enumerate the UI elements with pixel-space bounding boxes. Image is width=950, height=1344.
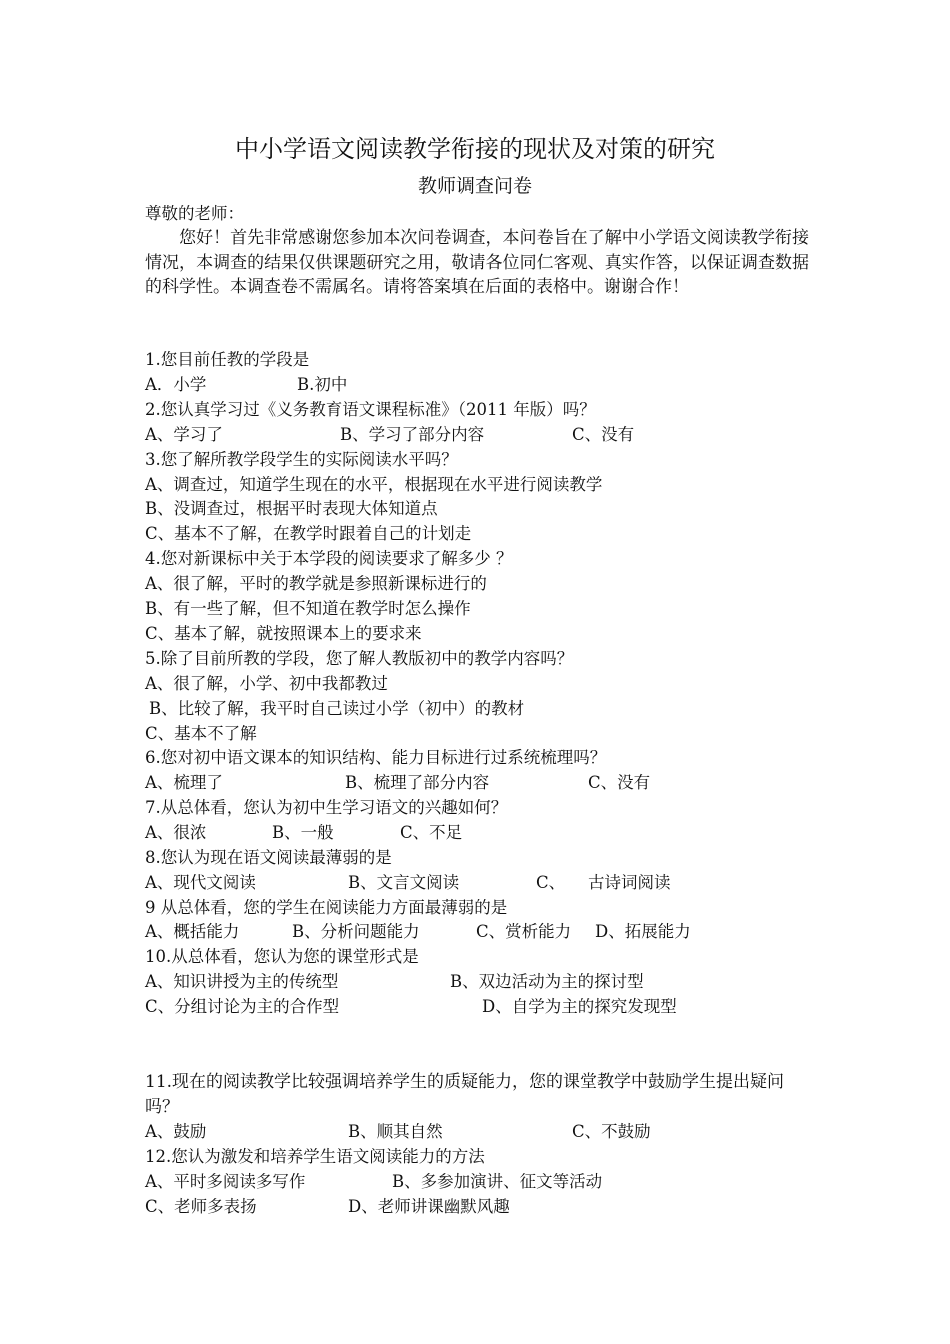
option-b: B、文言文阅读 [348,873,460,892]
option-b: B、多参加演讲、征文等活动 [392,1172,603,1191]
question-7-options [0,821,950,845]
question-10-options-row1 [0,970,950,994]
salutation: 尊敬的老师： [145,204,244,223]
option-c: C、老师多表扬 [145,1197,257,1216]
option-b: B、学习了部分内容 [340,425,485,444]
option-d: D、老师讲课幽默风趣 [348,1197,510,1216]
question-6: 6.您对初中语文课本的知识结构、能力目标进行过系统梳理吗？ [145,748,607,767]
option-a: A．小学 [145,375,207,394]
question-5: 5.除了目前所教的学段，您了解人教版初中的教学内容吗？ [145,649,574,668]
option-b: B.初中 [297,375,348,394]
option-c: C、不鼓励 [572,1122,651,1141]
question-4-option-a: A、很了解，平时的教学就是参照新课标进行的 [145,574,487,593]
question-3-option-c: C、基本不了解，在教学时跟着自己的计划走 [145,524,472,543]
question-5-option-b: B、比较了解，我平时自己读过小学（初中）的教材 [149,699,525,718]
option-b: B、双边活动为主的探讨型 [450,972,644,991]
question-4-option-c: C、基本了解，就按照课本上的要求来 [145,624,422,643]
question-1: 1.您目前任教的学段是 [145,350,310,369]
option-c: C、没有 [588,773,651,792]
option-c: C、分组讨论为主的合作型 [145,997,340,1016]
question-11: 11.现在的阅读教学比较强调培养学生的质疑能力，您的课堂教学中鼓励学生提出疑问吗？ [145,1072,785,1117]
option-a: A、知识讲授为主的传统型 [145,972,339,991]
document-subtitle: 教师调查问卷 [417,175,532,197]
question-4: 4.您对新课标中关于本学段的阅读要求了解多少 ？ [145,549,513,568]
option-c: C、不足 [400,823,463,842]
option-d: D、拓展能力 [595,922,691,941]
question-10-options-row2 [0,995,950,1019]
question-12: 12.您认为激发和培养学生语文阅读能力的方法 [145,1147,485,1166]
question-1-options [0,373,950,397]
question-4-option-b: B、有一些了解，但不知道在教学时怎么操作 [145,599,471,618]
question-9-options [0,920,950,944]
option-b: B、梳理了部分内容 [345,773,490,792]
option-b: B、顺其自然 [348,1122,443,1141]
option-c: C、赏析能力 [476,922,572,941]
question-5-option-a: A、很了解，小学、初中我都教过 [145,674,388,693]
question-7: 7.从总体看，您认为初中生学习语文的兴趣如何？ [145,798,508,817]
option-a: A、现代文阅读 [145,873,256,892]
question-3-option-b: B、没调查过，根据平时表现大体知道点 [145,499,438,518]
question-12-options-row1 [0,1170,950,1194]
question-5-option-c: C、基本不了解 [145,724,257,743]
question-8-options [0,871,950,895]
question-11-options [0,1120,950,1144]
document-title: 中小学语文阅读教学衔接的现状及对策的研究 [235,135,715,163]
option-b: B、分析问题能力 [292,922,420,941]
question-8: 8.您认为现在语文阅读最薄弱的是 [145,848,392,867]
option-d: D、自学为主的探究发现型 [482,997,677,1016]
intro-paragraph: 您好！首先非常感谢您参加本次问卷调查，本问卷旨在了解中小学语文阅读教学衔接情况，本调查的结果仅供课题研究之用，敬请各位同仁客观、真实作答，以保证调查数据的科学性。本调查卷不需属名。请将答案填在后面的表格中。谢谢合作！ [145,228,809,298]
question-12-options-row2 [0,1195,950,1219]
option-c-text: 古诗词阅读 [588,873,671,892]
question-6-options [0,771,950,795]
question-10: 10.从总体看，您认为您的课堂形式是 [145,947,419,966]
option-a: A、平时多阅读多写作 [145,1172,306,1191]
option-c: C、 [536,873,566,892]
question-2: 2.您认真学习过《义务教育语文课程标准》（2011 年版）吗？ [145,400,596,419]
question-9: 9 从总体看，您的学生在阅读能力方面最薄弱的是 [145,898,508,917]
option-a: A、梳理了 [145,773,223,792]
option-a: A、鼓励 [145,1122,207,1141]
option-a: A、学习了 [145,425,223,444]
question-2-options [0,423,950,447]
question-3-option-a: A、调查过，知道学生现在的水平，根据现在水平进行阅读教学 [145,475,603,494]
option-b: B、一般 [272,823,334,842]
option-a: A、很浓 [145,823,207,842]
option-c: C、没有 [572,425,635,444]
question-3: 3.您了解所教学段学生的实际阅读水平吗？ [145,450,458,469]
option-a: A、概括能力 [145,922,240,941]
